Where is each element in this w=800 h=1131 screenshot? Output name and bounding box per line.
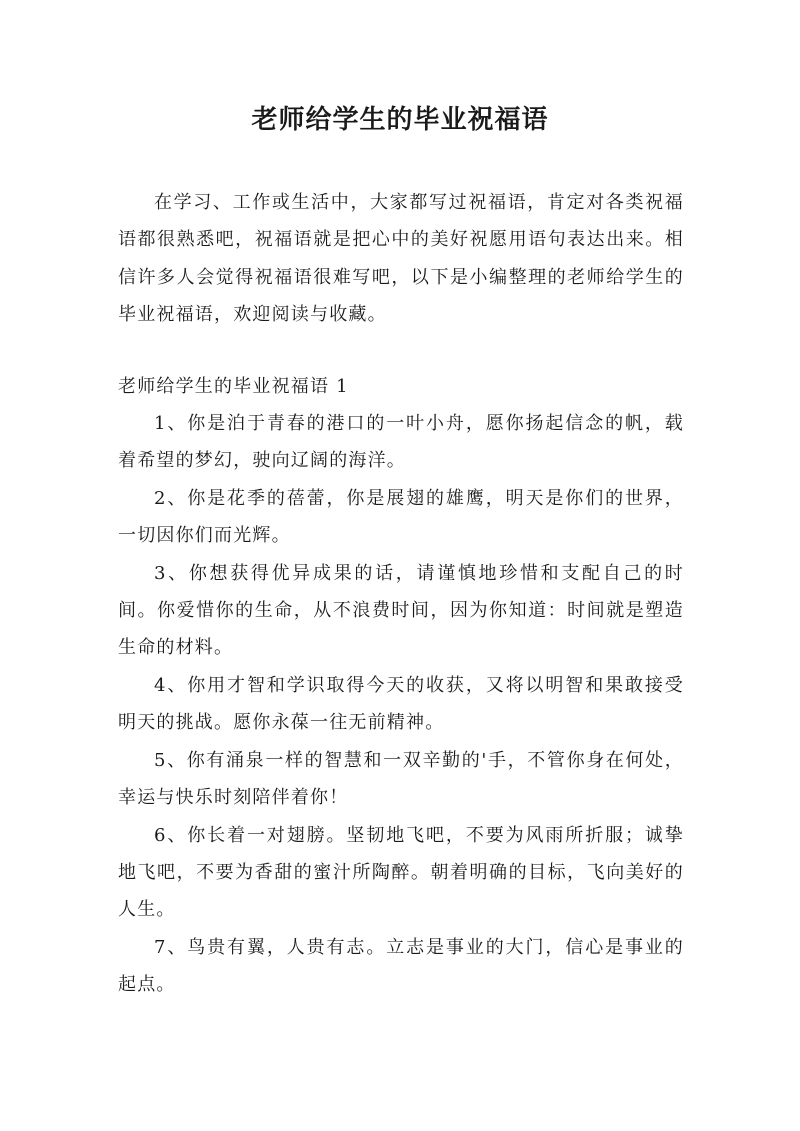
wish-item-3: 3、你想获得优异成果的话，请谨慎地珍惜和支配自己的时间。你爱惜你的生命，从不浪费时间，因为你知道：时间就是塑造生命的材料。 <box>118 562 684 659</box>
wish-item-2: 2、你是花季的蓓蕾，你是展翅的雄鹰，明天是你们的世界，一切因你们而光辉。 <box>118 487 684 547</box>
intro-paragraph: 在学习、工作或生活中，大家都写过祝福语，肯定对各类祝福语都很熟悉吧，祝福语就是把心中的美好祝愿用语句表达出来。相信许多人会觉得祝福语很难写吧，以下是小编整理的老师给学生的毕业祝福语，欢迎阅读与收藏。 <box>118 192 684 326</box>
section-heading: 老师给学生的毕业祝福语 1 <box>118 375 349 397</box>
document-title: 老师给学生的毕业祝福语 <box>251 105 549 135</box>
document-body <box>118 184 684 1004</box>
wish-item-6: 6、你长着一对翅膀。坚韧地飞吧，不要为风雨所折服；诚挚地飞吧，不要为香甜的蜜汁所陶醉。朝着明确的目标，飞向美好的人生。 <box>118 824 684 921</box>
wish-item-7: 7、鸟贵有翼，人贵有志。立志是事业的大门，信心是事业的起点。 <box>118 936 684 996</box>
wish-item-5: 5、你有涌泉一样的智慧和一双辛勤的'手，不管你身在何处，幸运与快乐时刻陪伴着你！ <box>118 749 684 809</box>
wish-item-1: 1、你是泊于青春的港口的一叶小舟，愿你扬起信念的帆，载着希望的梦幻，驶向辽阔的海洋。 <box>118 413 684 472</box>
wish-item-4: 4、你用才智和学识取得今天的收获，又将以明智和果敢接受明天的挑战。愿你永葆一往无前精神。 <box>118 674 684 734</box>
